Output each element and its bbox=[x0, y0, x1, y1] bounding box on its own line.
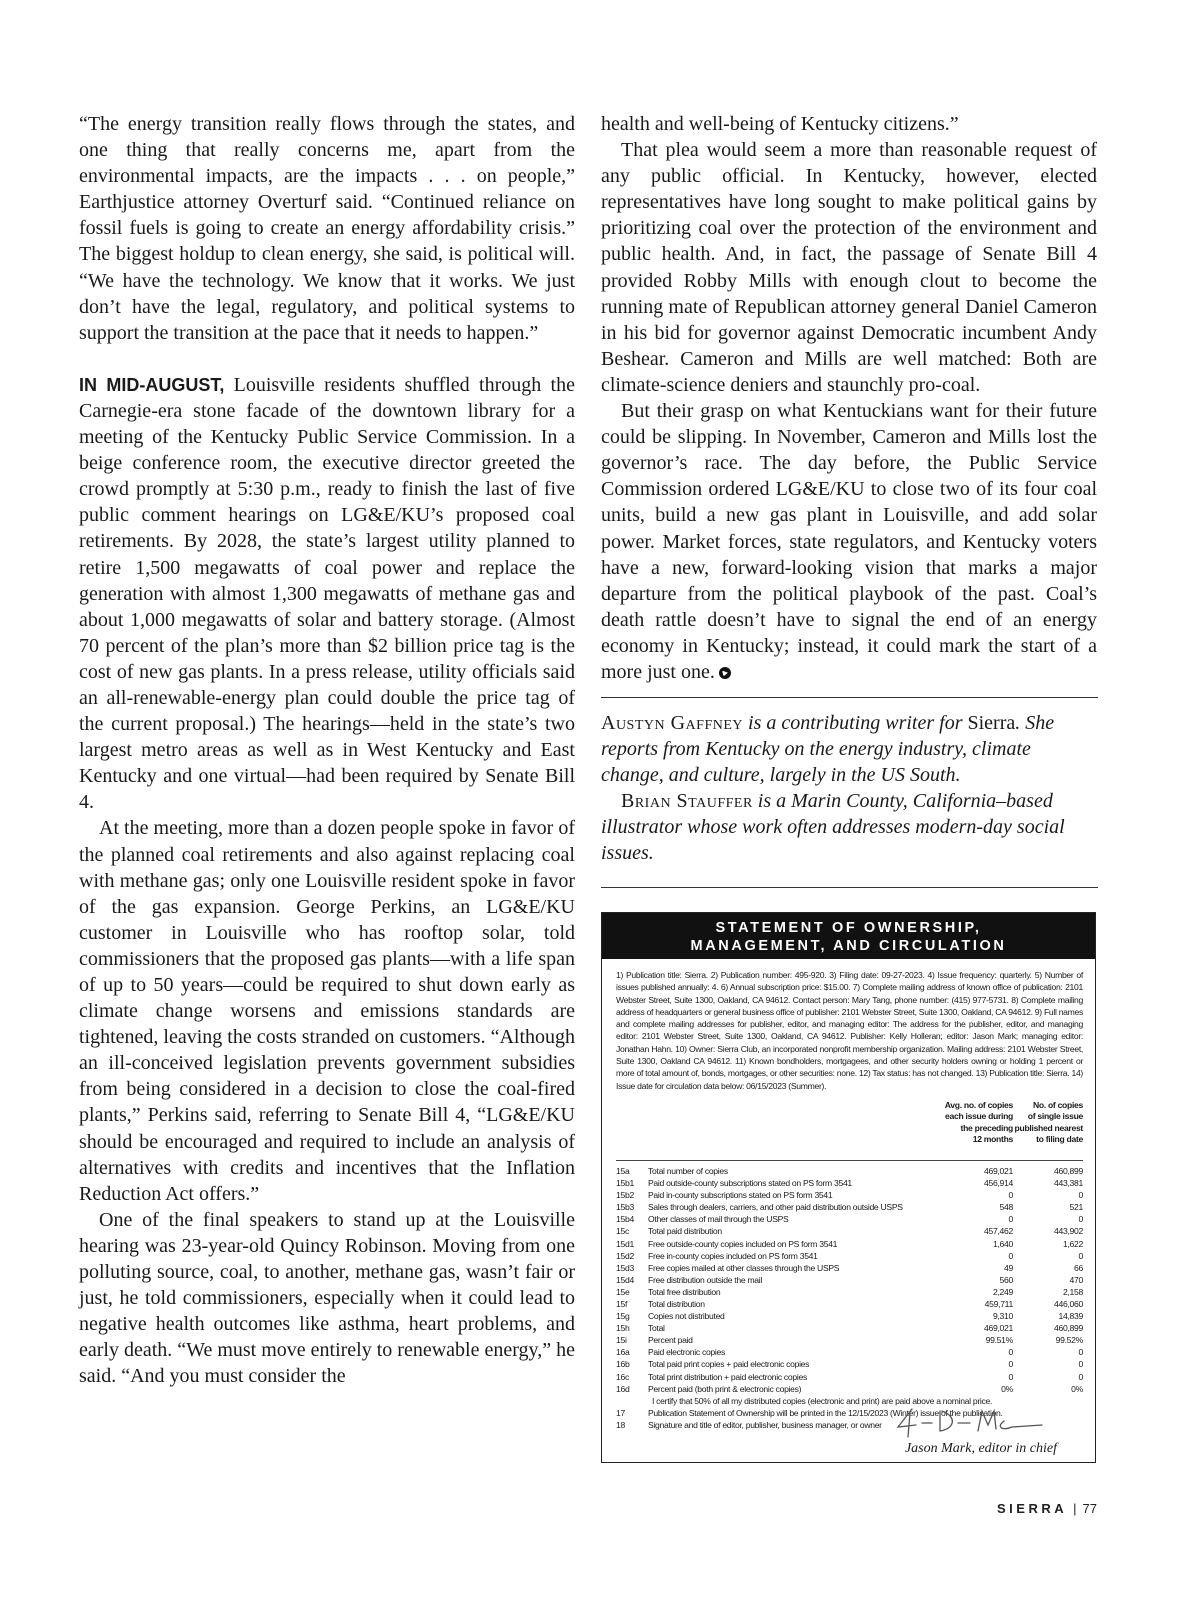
row-value-single: 99.52% bbox=[1055, 1335, 1083, 1346]
table-row bbox=[616, 1310, 1083, 1322]
bio bbox=[601, 710, 1097, 788]
divider bbox=[601, 887, 1098, 888]
bio-name: Austyn Gaffney bbox=[601, 712, 744, 734]
row-value-single: 0 bbox=[1078, 1371, 1083, 1382]
header-line: 12 months bbox=[972, 1134, 1013, 1145]
row-value-single: 0 bbox=[1078, 1214, 1083, 1225]
page-number: 77 bbox=[1082, 1501, 1097, 1516]
row-code: 16d bbox=[616, 1383, 630, 1394]
row-value-avg: 457,462 bbox=[984, 1226, 1013, 1237]
row-value-avg: 0 bbox=[1008, 1371, 1013, 1382]
table-row bbox=[616, 1225, 1083, 1237]
row-value-single: 0 bbox=[1078, 1250, 1083, 1261]
row-label: Total print distribution + paid electronic copies bbox=[648, 1371, 807, 1382]
row-label: Paid electronic copies bbox=[648, 1347, 725, 1358]
table-row bbox=[616, 1177, 1083, 1189]
row-code: 16b bbox=[616, 1359, 630, 1370]
row-label: Free distribution outside the mail bbox=[648, 1274, 762, 1285]
col1-header bbox=[945, 1100, 1013, 1146]
page-footer bbox=[997, 1501, 1097, 1516]
article-left-column bbox=[79, 111, 575, 1390]
row-value-avg: 560 bbox=[999, 1274, 1013, 1285]
row-value-single: 443,381 bbox=[1054, 1178, 1083, 1189]
row-value-avg: 99.51% bbox=[985, 1335, 1013, 1346]
row-value-single: 460,899 bbox=[1054, 1165, 1083, 1176]
row-label: Total bbox=[648, 1323, 665, 1334]
row-label: Free copies mailed at other classes through the USPS bbox=[648, 1262, 840, 1273]
row-label: Paid in-county subscriptions stated on PS form 3541 bbox=[648, 1190, 833, 1201]
row-label: Total paid distribution bbox=[648, 1226, 722, 1237]
paragraph: At the meeting, more than a dozen people spoke in favor of the planned coal retirements and also against replacing coal with methane gas; only one Louisville resident spoke in favor of the gas expansion. George Perkins, an LG&E/KU customer in Louisville who has rooftop solar, told commissioners that the proposed gas plants—with a life span of up to 50 years—could be required to shut down early as climate change worsens and emissions standards are tightened, leaving the costs stranded on customers. “Although an ill-conceived legislation prevents government subsidies from being considered in a decision to close the coal-fired plants,” Perkins said, referring to Senate Bill 4, “LG&E/KU should be encouraged and required to include an analysis of alternatives with credits and incentives that the Inflation Reduction Act offers.” bbox=[79, 817, 576, 1205]
separator: | bbox=[1073, 1501, 1077, 1516]
row-label: Percent paid bbox=[648, 1335, 693, 1346]
row-label: Free in-county copies included on PS form 3541 bbox=[648, 1250, 818, 1261]
row-value-avg: 548 bbox=[999, 1202, 1013, 1213]
row-value-avg: 9,310 bbox=[992, 1311, 1013, 1322]
paragraph: That plea would seem a more than reasonable request of any public official. In Kentucky, however, elected representatives have long sought to make political gains by prioritizing coal over the protection of the environment and public health. And, in fact, the passage of Senate Bill 4 provided Robby Mills with enough clout to become the running mate of Republican attorney general Daniel Cameron in his bid for governor against Democratic incumbent Andy Beshear. Cameron and Mills are well matched: Both are climate-science deniers and staunchly pro-coal. bbox=[601, 139, 1097, 396]
row-value-single: 0 bbox=[1078, 1190, 1083, 1201]
table-row bbox=[616, 1250, 1083, 1262]
header-line: of single issue bbox=[1027, 1111, 1083, 1122]
row-code: 17 bbox=[616, 1407, 625, 1418]
header-line: published nearest bbox=[1014, 1122, 1083, 1133]
row-code: 15b1 bbox=[616, 1178, 634, 1189]
article-right-column bbox=[601, 111, 1097, 685]
row-value-single: 446,060 bbox=[1054, 1299, 1083, 1309]
row-code: 15d3 bbox=[616, 1262, 634, 1273]
row-label: Other classes of mail through the USPS bbox=[648, 1214, 789, 1225]
table-header bbox=[616, 1096, 1083, 1161]
end-mark-icon bbox=[719, 667, 731, 679]
table-row bbox=[616, 1213, 1083, 1225]
title-line: STATEMENT OF OWNERSHIP, bbox=[715, 920, 982, 936]
row-value-avg: 456,914 bbox=[984, 1178, 1013, 1189]
bio-name: Brian Stauffer bbox=[621, 790, 753, 813]
row-value-avg: 2,249 bbox=[992, 1286, 1013, 1297]
row-label: Sales through dealers, carriers, and other paid distribution outside USPS bbox=[648, 1202, 903, 1213]
table-row bbox=[616, 1286, 1083, 1298]
row-value-avg: 0% bbox=[1001, 1383, 1013, 1394]
row-value-single: 14,839 bbox=[1058, 1311, 1083, 1322]
row-code: 15a bbox=[616, 1165, 630, 1176]
row-label: Paid outside-county subscriptions stated on PS form 3541 bbox=[648, 1178, 852, 1189]
row-code: 15b4 bbox=[616, 1214, 634, 1225]
statement-intro: 1) Publication title: Sierra. 2) Publication number: 495-920. 3) Filing date: 09-27-2023. 4) Issue frequency: quarterly. 5) Number of issues published annually: 4. 6) Annual subscription price: $15.00. 7) Complete mailing address of known office of publication: 2101 Webster Street, Suite 1300, Oakland, CA 94612. Contact person: Mary Tang, phone number: (415) 977-5731. 8) Complete mailing address of headquarters or general business office of publisher: 2101 Webster Street, Suite 1300, Oakland, CA 94612. 9) Full names and complete mailing addresses for publisher, editor, and managing editor: The address for the publisher, editor, and managing editor: 2101 Webster Street, Suite 1300, Oakland, CA 94612. Publisher: Kelly Holleran; editor: Jason Mark; managing editor: Jonathan Hahn. 10) Owner: Sierra Club, an incorporated nonprofit membership organization. Mailing address: 2101 Webster Street, Suite 1300, Oakland CA 94612. 11) Known bondholders, mortgagees, and other security holders owning or holding 1 percent or more of total amount of, bonds, mortgages, or other securities: none. 12) Tax status: has not changed. 13) Publication title: Sierra. 14) Issue date for circulation data below: 06/15/2023 (Summer). bbox=[616, 970, 1083, 1091]
row-label: Total number of copies bbox=[648, 1165, 728, 1176]
row-code: 15c bbox=[616, 1226, 629, 1237]
row-label: Percent paid (both print & electronic copies) bbox=[648, 1383, 802, 1394]
magazine-name: Sierra bbox=[967, 712, 1016, 734]
row-label: Copies not distributed bbox=[648, 1311, 725, 1322]
row-label: Total paid print copies + paid electronic copies bbox=[648, 1359, 810, 1370]
paragraph: “The energy transition really flows through the states, and one thing that really concerns me, apart from the environmental impacts, are the impacts . . . on people,” Earthjustice attorney Overturf said. “Continued reliance on fossil fuels is going to create an energy affordability crisis.” The biggest holdup to clean energy, she said, is political will. “We have the technology. We know that it works. We just don’t have the legal, regulatory, and political systems to support the transition at the pace that it needs to happen.” bbox=[79, 113, 575, 344]
paragraph-text: Louisville residents shuffled through the Carnegie-era stone facade of the downtown library for a meeting of the Kentucky Public Service Commission. In a beige conference room, the executive director greeted the crowd promptly at 5:30 p.m., ready to finish the last of five public comment hearings on LG&E/KU’s proposed coal retirements. By 2028, the state’s largest utility planned to retire 1,500 megawatts of coal power and replace the generation with almost 1,300 megawatts of methane gas and about 1,000 megawatts of solar and battery storage. (Almost 70 percent of the plan’s more than $2 billion price tag is the cost of new gas plants. In a press release, utility officials said an all-renewable-energy plan could double the price tag of the current proposal.) The hearings—held in the state’s two largest metro areas as well as in West Kentucky and East Kentucky and one virtual—had been required by Senate Bill 4. bbox=[79, 373, 575, 814]
table-row bbox=[616, 1189, 1083, 1201]
row-value-single: 0 bbox=[1078, 1359, 1083, 1370]
signature-name: Jason Mark, editor in chief bbox=[904, 1441, 1057, 1456]
header-line: No. of copies bbox=[1032, 1099, 1083, 1110]
table-row bbox=[616, 1165, 1083, 1177]
row-code: 15f bbox=[616, 1299, 628, 1309]
bio-text: . She reports from Kentucky on the energy industry, climate change, and culture, largely in the US South. bbox=[601, 712, 1055, 787]
header-line: to filing date bbox=[1036, 1134, 1083, 1145]
table-row bbox=[616, 1322, 1083, 1334]
row-code: 15i bbox=[616, 1335, 627, 1346]
bio-text: is a Marin County, California–based illustrator whose work often addresses modern-day social issues. bbox=[601, 790, 1065, 865]
certification: I certify that 50% of all my distributed copies (electronic and print) are paid above a nominal price. bbox=[652, 1395, 993, 1406]
table-row bbox=[616, 1298, 1083, 1310]
row-value-single: 0 bbox=[1078, 1347, 1083, 1358]
statement-of-ownership-box bbox=[601, 912, 1096, 1463]
col2-header bbox=[1015, 1100, 1083, 1146]
row-value-avg: 0 bbox=[1008, 1250, 1013, 1261]
paragraph: One of the final speakers to stand up at the Louisville hearing was 23-year-old Quincy Robinson. Moving from one polluting source, coal, to another, methane gas, wasn’t fair or just, he told commissioners, especially when it could lead to negative health outcomes like asthma, heart problems, and early death. “We must move entirely to renewable energy,” he said. “And you must consider the bbox=[79, 1208, 575, 1388]
row-value-avg: 469,021 bbox=[984, 1323, 1013, 1334]
table-row bbox=[616, 1371, 1083, 1383]
row-value-single: 66 bbox=[1074, 1262, 1083, 1273]
divider bbox=[601, 697, 1098, 698]
contributor-bios bbox=[601, 710, 1097, 867]
signature bbox=[892, 1403, 1052, 1439]
header-line: Avg. no. of copies bbox=[944, 1099, 1013, 1110]
magazine-name: SIERRA bbox=[997, 1501, 1068, 1516]
section-lead-in: IN MID-AUGUST, bbox=[79, 374, 225, 395]
bio-text: is a contributing writer for bbox=[743, 712, 968, 734]
row-value-single: 460,899 bbox=[1054, 1323, 1083, 1334]
row-code: 15d1 bbox=[616, 1238, 634, 1249]
row-label: Signature and title of editor, publisher, business manager, or owner bbox=[648, 1419, 882, 1430]
title-line: MANAGEMENT, AND CIRCULATION bbox=[690, 938, 1007, 954]
row-code: 15g bbox=[616, 1311, 630, 1322]
row-code: 15b3 bbox=[616, 1202, 634, 1213]
table-row bbox=[616, 1274, 1083, 1286]
row-code: 15h bbox=[616, 1323, 630, 1334]
header-line: the preceding bbox=[960, 1122, 1013, 1133]
row-code: 16c bbox=[616, 1371, 629, 1382]
circulation-table bbox=[616, 1165, 1083, 1431]
paragraph: health and well-being of Kentucky citizens.” bbox=[601, 113, 959, 135]
row-code: 18 bbox=[616, 1419, 625, 1430]
row-value-single: 443,902 bbox=[1054, 1226, 1083, 1237]
paragraph-text: But their grasp on what Kentuckians want for their future could be slipping. In November, Cameron and Mills lost the governor’s race. The day before, the Public Service Commission ordered LG&E/KU to close two of its four coal units, build a new gas plant in Louisville, and add solar power. Market forces, state regulators, and Kentucky voters have a new, forward-looking vision that marks a major departure from the political playbook of the past. Coal’s death rattle doesn’t have to signal the end of an energy economy in Kentucky; instead, it could mark the start of a more just one. bbox=[601, 400, 1097, 683]
paragraph bbox=[79, 372, 575, 816]
row-code: 15d4 bbox=[616, 1274, 634, 1285]
row-value-single: 470 bbox=[1069, 1274, 1083, 1285]
row-code: 15e bbox=[616, 1286, 630, 1297]
paragraph bbox=[601, 398, 1097, 685]
table-row bbox=[616, 1334, 1083, 1346]
row-value-avg: 49 bbox=[1004, 1262, 1013, 1273]
row-value-avg: 459,711 bbox=[984, 1299, 1013, 1309]
row-value-avg: 0 bbox=[1008, 1359, 1013, 1370]
table-row bbox=[616, 1201, 1083, 1213]
row-value-avg: 0 bbox=[1008, 1190, 1013, 1201]
row-label: Total distribution bbox=[648, 1299, 705, 1309]
row-value-single: 2,158 bbox=[1062, 1286, 1083, 1297]
row-value-avg: 469,021 bbox=[984, 1165, 1013, 1176]
header-line: each issue during bbox=[945, 1111, 1013, 1122]
table-row bbox=[616, 1346, 1083, 1358]
row-label: Free outside-county copies included on PS form 3541 bbox=[648, 1238, 838, 1249]
row-value-avg: 0 bbox=[1008, 1214, 1013, 1225]
row-value-avg: 1,640 bbox=[992, 1238, 1013, 1249]
row-value-avg: 0 bbox=[1008, 1347, 1013, 1358]
row-code: 16a bbox=[616, 1347, 630, 1358]
table-row bbox=[616, 1358, 1083, 1370]
row-value-single: 1,622 bbox=[1062, 1238, 1083, 1249]
row-code: 15b2 bbox=[616, 1190, 634, 1201]
table-row bbox=[616, 1262, 1083, 1274]
statement-title bbox=[602, 913, 1095, 959]
row-value-single: 0% bbox=[1071, 1383, 1083, 1394]
row-code: 15d2 bbox=[616, 1250, 634, 1261]
table-row bbox=[616, 1383, 1083, 1395]
row-label: Publication Statement of Ownership will be printed in the 12/15/2023 (Winter) issue of the publication. bbox=[648, 1407, 1003, 1418]
row-value-single: 521 bbox=[1069, 1202, 1083, 1213]
row-label: Total free distribution bbox=[648, 1286, 721, 1297]
table-row bbox=[616, 1238, 1083, 1250]
bio bbox=[601, 788, 1097, 866]
